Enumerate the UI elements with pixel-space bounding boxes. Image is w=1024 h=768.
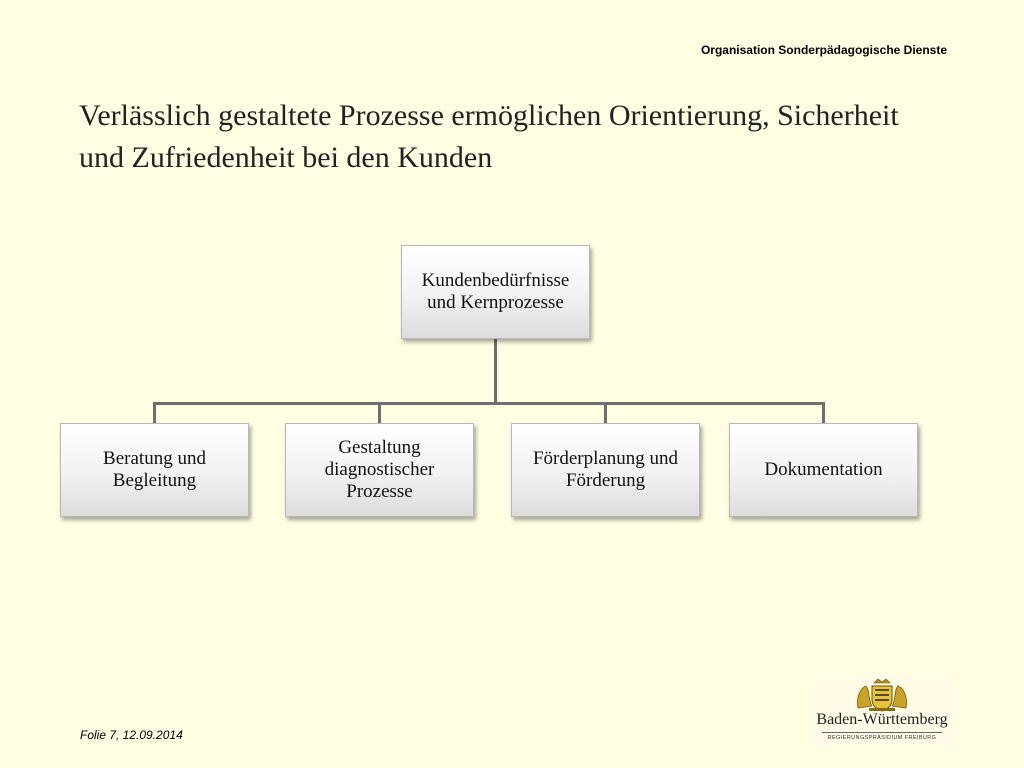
- child-node-foerderung: Förderplanung und Förderung: [511, 423, 700, 517]
- connector-child-3: [604, 402, 607, 423]
- connector-child-1: [153, 402, 156, 423]
- header-organisation: Organisation Sonderpädagogische Dienste: [700, 43, 947, 57]
- child-node-beratung: Beratung und Begleitung: [60, 423, 249, 517]
- footer-slide-info: Folie 7, 12.09.2014: [80, 728, 183, 742]
- connector-child-2: [378, 402, 381, 423]
- slide-title: Verlässlich gestaltete Prozesse ermöglichen Orientierung, Sicherheit und Zufriedenheit bei den Kunden: [79, 99, 899, 174]
- connector-child-4: [822, 402, 825, 423]
- logo-subtitle: REGIERUNGSPRÄSIDIUM FREIBURG: [827, 735, 937, 741]
- connector-horizontal: [153, 402, 825, 405]
- child-node-diagnostik: Gestaltung diagnostischer Prozesse: [285, 423, 474, 517]
- logo-divider: [822, 732, 942, 733]
- logo-baden-wuerttemberg: [810, 676, 954, 746]
- connector-root-vertical: [494, 339, 497, 403]
- root-node: Kundenbedürfnisse und Kernprozesse: [401, 245, 590, 339]
- logo-name: Baden-Württemberg: [816, 711, 948, 728]
- child-node-dokumentation: Dokumentation: [729, 423, 918, 517]
